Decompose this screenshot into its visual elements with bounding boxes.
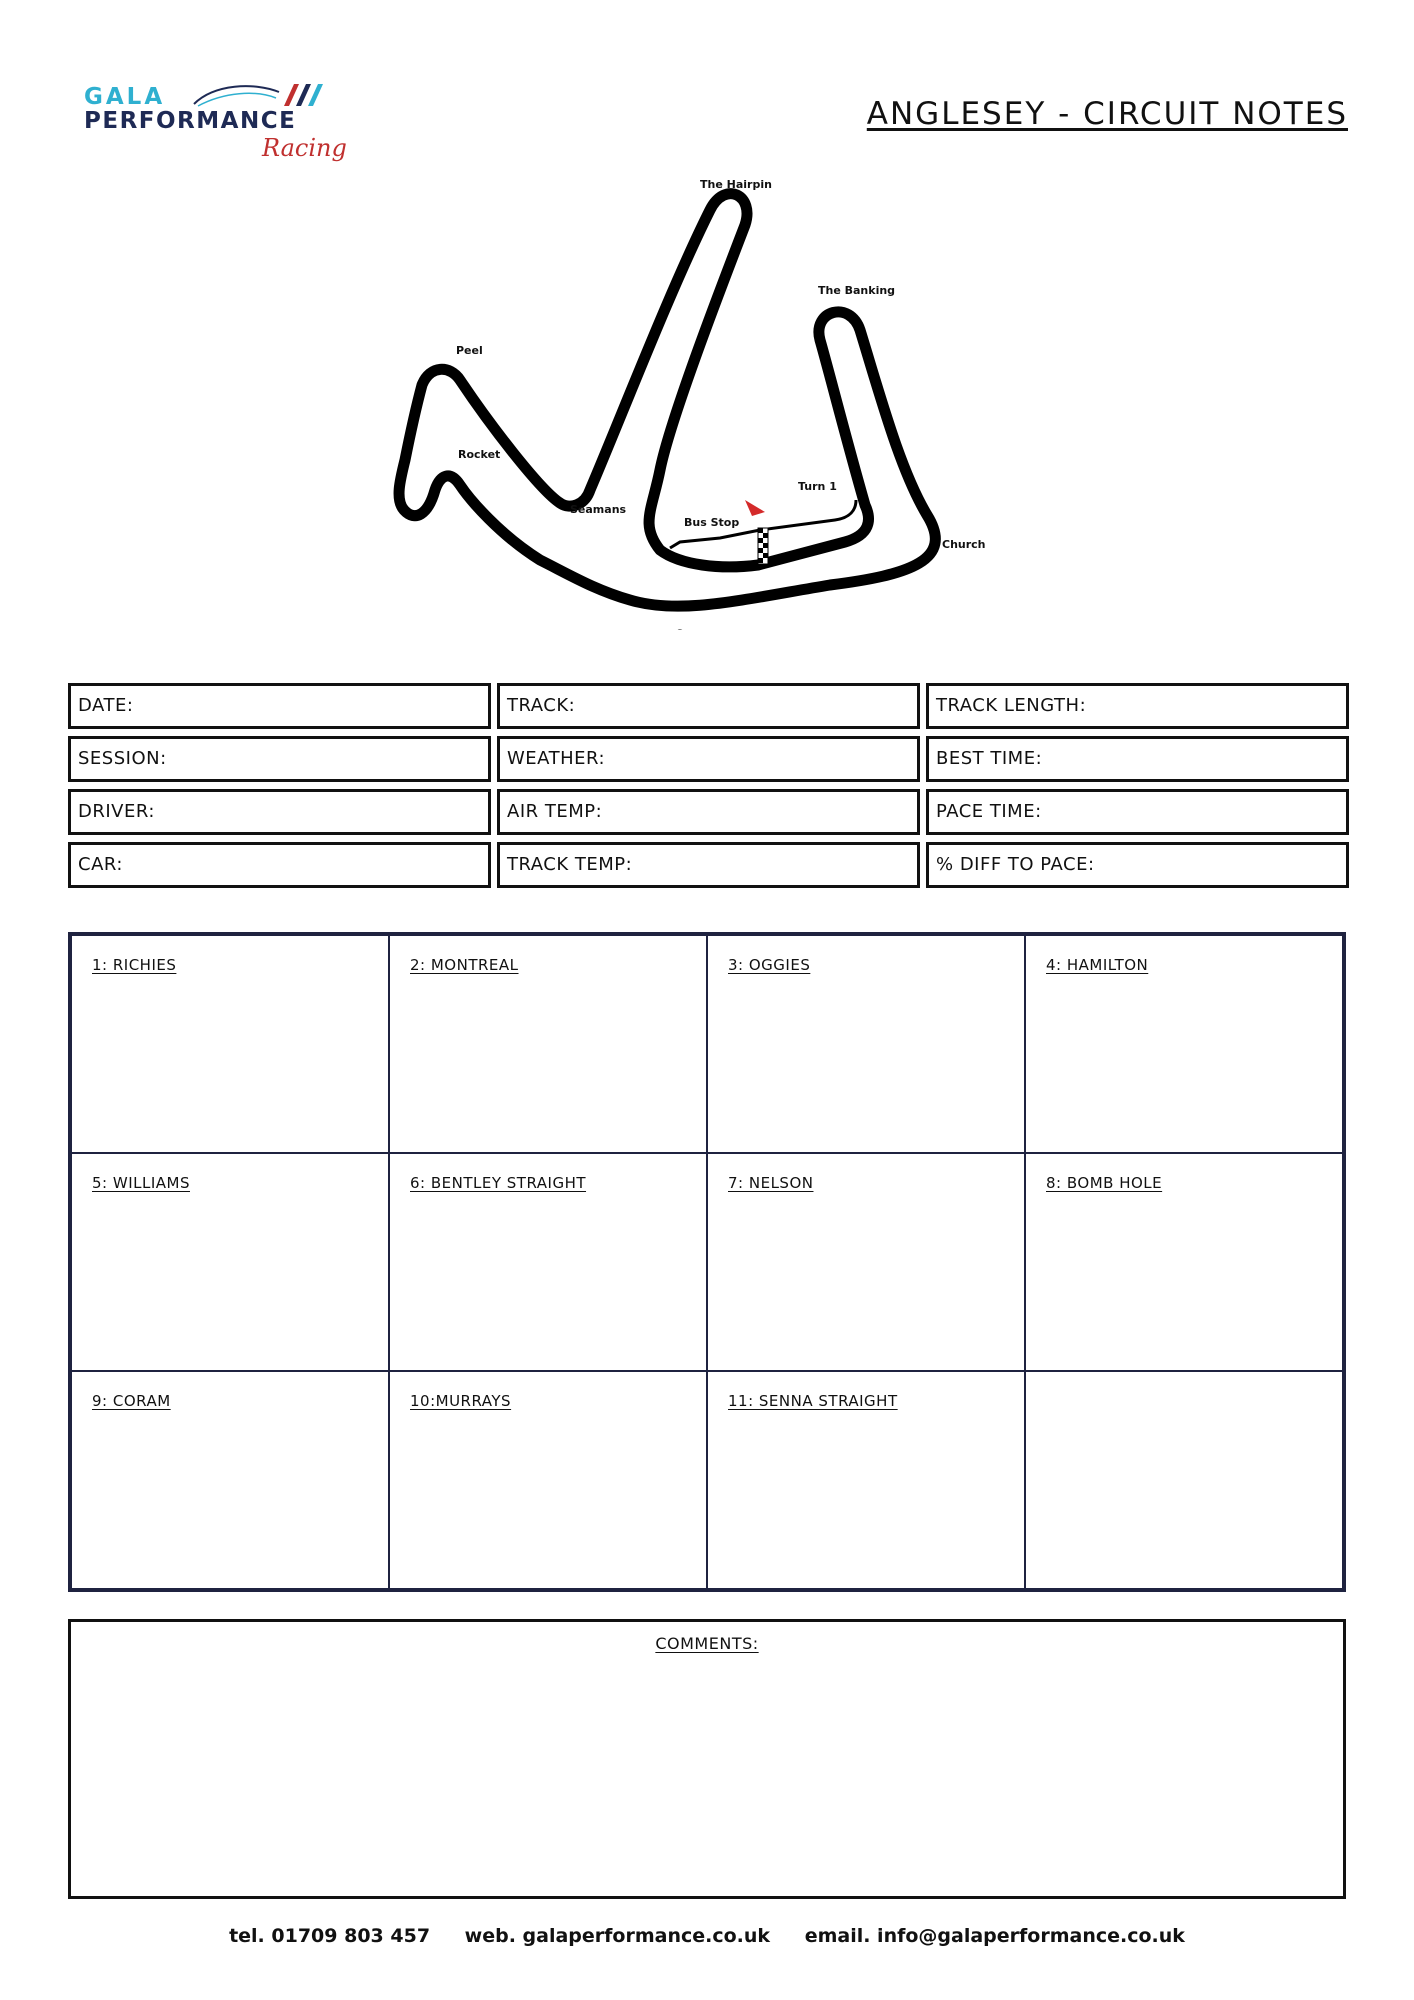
corner-cell-7[interactable] <box>707 1153 1025 1371</box>
corner-label: 2: MONTREAL <box>410 956 519 974</box>
corner-label: 5: WILLIAMS <box>92 1174 190 1192</box>
corner-notes-grid <box>68 932 1346 1592</box>
label-bus-stop: Bus Stop <box>684 516 740 529</box>
corner-cell-11[interactable] <box>707 1371 1025 1589</box>
corner-label: 3: OGGIES <box>728 956 811 974</box>
corner-label: 10:MURRAYS <box>410 1392 512 1410</box>
corner-label: 7: NELSON <box>728 1174 814 1192</box>
footer-web[interactable]: web. galaperformance.co.uk <box>464 1925 771 1947</box>
logo-line-performance: PERFORMANCE <box>84 108 297 134</box>
car-swoosh-icon <box>184 78 364 112</box>
corner-label: 9: CORAM <box>92 1392 171 1410</box>
corner-cell-2[interactable] <box>389 935 707 1153</box>
footer <box>0 1925 1414 1947</box>
logo <box>84 78 347 168</box>
corner-cell-10[interactable] <box>389 1371 707 1589</box>
corner-cell-3[interactable] <box>707 935 1025 1153</box>
track-temp-field[interactable]: TRACK TEMP: <box>497 842 920 888</box>
label-rocket: Rocket <box>458 448 501 461</box>
footer-tel: tel. 01709 803 457 <box>229 1925 431 1947</box>
corner-cell-8[interactable] <box>1025 1153 1343 1371</box>
air-temp-field[interactable]: AIR TEMP: <box>497 789 920 835</box>
diff-to-pace-field[interactable]: % DIFF TO PACE: <box>926 842 1349 888</box>
footer-email[interactable]: email. info@galaperformance.co.uk <box>804 1925 1185 1947</box>
corner-label: 11: SENNA STRAIGHT <box>728 1392 898 1410</box>
label-church: Church <box>942 538 986 551</box>
corner-label: 8: BOMB HOLE <box>1046 1174 1163 1192</box>
label-banking: The Banking <box>818 284 896 297</box>
date-field[interactable]: DATE: <box>68 683 491 729</box>
page-title: ANGLESEY - CIRCUIT NOTES <box>866 96 1348 132</box>
label-turn1: Turn 1 <box>798 480 837 493</box>
label-hairpin: The Hairpin <box>700 178 772 191</box>
track-field[interactable]: TRACK: <box>497 683 920 729</box>
corner-label: 4: HAMILTON <box>1046 956 1149 974</box>
pace-time-field[interactable]: PACE TIME: <box>926 789 1349 835</box>
driver-field[interactable]: DRIVER: <box>68 789 491 835</box>
session-field[interactable]: SESSION: <box>68 736 491 782</box>
logo-line-racing: Racing <box>262 134 347 162</box>
direction-arrow-icon <box>745 500 765 516</box>
corner-cell-9[interactable] <box>71 1371 389 1589</box>
label-peel: Peel <box>456 344 483 357</box>
corner-cell-4[interactable] <box>1025 935 1343 1153</box>
corner-cell-1[interactable] <box>71 935 389 1153</box>
corner-cell-5[interactable] <box>71 1153 389 1371</box>
weather-field[interactable]: WEATHER: <box>497 736 920 782</box>
corner-cell-empty[interactable] <box>1025 1371 1343 1589</box>
track-map <box>380 170 1020 630</box>
corner-label: 6: BENTLEY STRAIGHT <box>410 1174 587 1192</box>
corner-cell-6[interactable] <box>389 1153 707 1371</box>
car-field[interactable]: CAR: <box>68 842 491 888</box>
comments-box[interactable] <box>68 1619 1346 1899</box>
track-length-field[interactable]: TRACK LENGTH: <box>926 683 1349 729</box>
label-seamans: Seamans <box>570 503 627 516</box>
best-time-field[interactable]: BEST TIME: <box>926 736 1349 782</box>
circuit-path <box>399 194 935 607</box>
comments-label: COMMENTS: <box>655 1634 759 1653</box>
logo-line-gala: GALA <box>84 84 166 110</box>
corner-label: 1: RICHIES <box>92 956 177 974</box>
